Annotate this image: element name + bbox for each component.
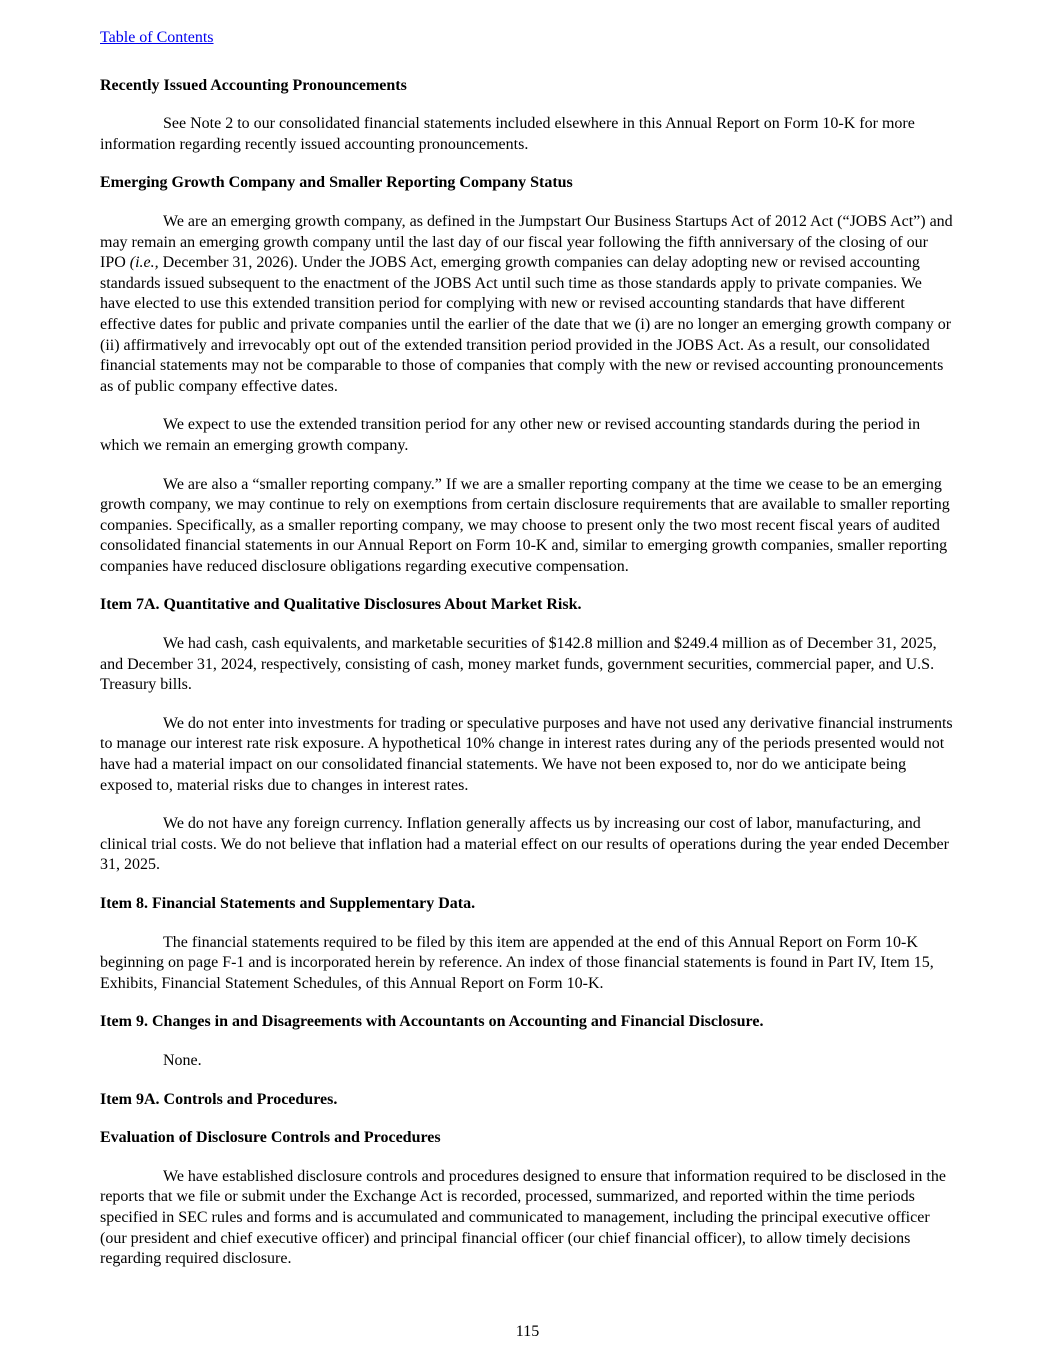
paragraph-text-post: December 31, 2026). Under the JOBS Act, emerging growth companies can delay adopting new or revised accounting standards issued subsequent to the enactment of the JOBS Act until such time as those standards apply to private companies. We have elected to use this extended transition period for complying with new or revised accounting standards that have different effective dates for public and private companies until the earlier of the date that we (i) are no longer an emerging growth company or (ii) affirmatively and irrevocably opt out of the extended transition period provided in the JOBS Act. As a result, our consolidated financial statements may not be comparable to those of companies that comply with the new or revised accounting pronouncements as of public company effective dates. — [100, 254, 952, 395]
paragraph-no-speculative-investments: We do not enter into investments for trading or speculative purposes and have not used any derivative financial instruments to manage our interest rate risk exposure. A hypothetical 10% change in interest rates during any of the periods presented would not have had a material impact on our consolidated financial statements. We have not been exposed to, nor do we anticipate being exposed to, material risks due to changes in interest rates. — [100, 714, 953, 794]
heading-item-8-financial-statements: Item 8. Financial Statements and Supplementary Data. — [100, 895, 476, 912]
paragraph-no-foreign-currency: We do not have any foreign currency. Inflation generally affects us by increasing our cost of labor, manufacturing, and clinical trial costs. We do not believe that inflation had a material effect on our results of operations during the year ended December 31, 2025. — [100, 815, 949, 874]
paragraph-none: None. — [163, 1051, 202, 1069]
italic-ie-text: (i.e., — [129, 254, 159, 272]
heading-item-7a-market-risk: Item 7A. Quantitative and Qualitative Disclosures About Market Risk. — [100, 596, 582, 614]
table-of-contents-link[interactable]: Table of Contents — [100, 29, 214, 46]
paragraph-smaller-reporting-company: We are also a “smaller reporting company.” If we are a smaller reporting company at the time we cease to be an emerging growth company, we may continue to rely on exemptions from certain disclosure requirements that are available to smaller reporting companies. Specifically, as a smaller reporting company, we may choose to present only the two most recent fiscal years of audited consolidated financial statements in our Annual Report on Form 10-K and, similar to emerging growth companies, smaller reporting companies have reduced disclosure obligations regarding executive compensation. — [100, 475, 950, 575]
paragraph-disclosure-controls-established: We have established disclosure controls and procedures designed to ensure that information required to be disclosed in the reports that we file or submit under the Exchange Act is recorded, processed, summarized, and reported within the time periods specified in SEC rules and forms and is accumulated and communicated to management, including the principal executive officer (our president and chief executive officer) and principal financial officer (our chief financial officer), to allow timely decisions regarding required disclosure. — [100, 1167, 946, 1268]
paragraph-extended-transition-period: We expect to use the extended transition period for any other new or revised accounting standards during the period in which we remain an emerging growth company. — [100, 416, 921, 454]
heading-recently-issued-accounting-pronouncements: Recently Issued Accounting Pronouncements — [100, 76, 407, 94]
page-number: 115 — [515, 1323, 540, 1341]
heading-item-9-disagreements-with-accountants: Item 9. Changes in and Disagreements with Accountants on Accounting and Financial Disclosure. — [100, 1013, 764, 1031]
heading-evaluation-of-disclosure-controls: Evaluation of Disclosure Controls and Procedures — [100, 1129, 441, 1147]
paragraph-emerging-growth-company — [100, 212, 955, 397]
paragraph-financial-statements-appended: The financial statements required to be filed by this item are appended at the end of this Annual Report on Form 10-K beginning on page F-1 and is incorporated herein by reference. An index of those financial statements is found in Part IV, Item 15, Exhibits, Financial Statement Schedules, of this Annual Report on Form 10-K. — [100, 933, 934, 992]
paragraph-see-note-2: See Note 2 to our consolidated financial statements included elsewhere in this Annual Report on Form 10-K for more information regarding recently issued accounting pronouncements. — [100, 115, 915, 153]
paragraph-cash-equivalents: We had cash, cash equivalents, and marketable securities of $142.8 million and $249.4 million as of December 31, 2025, and December 31, 2024, respectively, consisting of cash, money market funds, government securities, commercial paper, and U.S. Treasury bills. — [100, 635, 937, 694]
paragraph-text-pre: We are an emerging growth company, as defined in the Jumpstart Our Business Startups Act of 2012 Act (“JOBS Act”) and may remain an emerging growth company until the last day of our fiscal year following the fifth anniversary of the closing of our IPO — [100, 212, 953, 272]
document-body — [100, 76, 955, 1270]
heading-emerging-growth-company-status: Emerging Growth Company and Smaller Reporting Company Status — [100, 174, 573, 192]
heading-item-9a-controls-and-procedures: Item 9A. Controls and Procedures. — [100, 1090, 338, 1108]
